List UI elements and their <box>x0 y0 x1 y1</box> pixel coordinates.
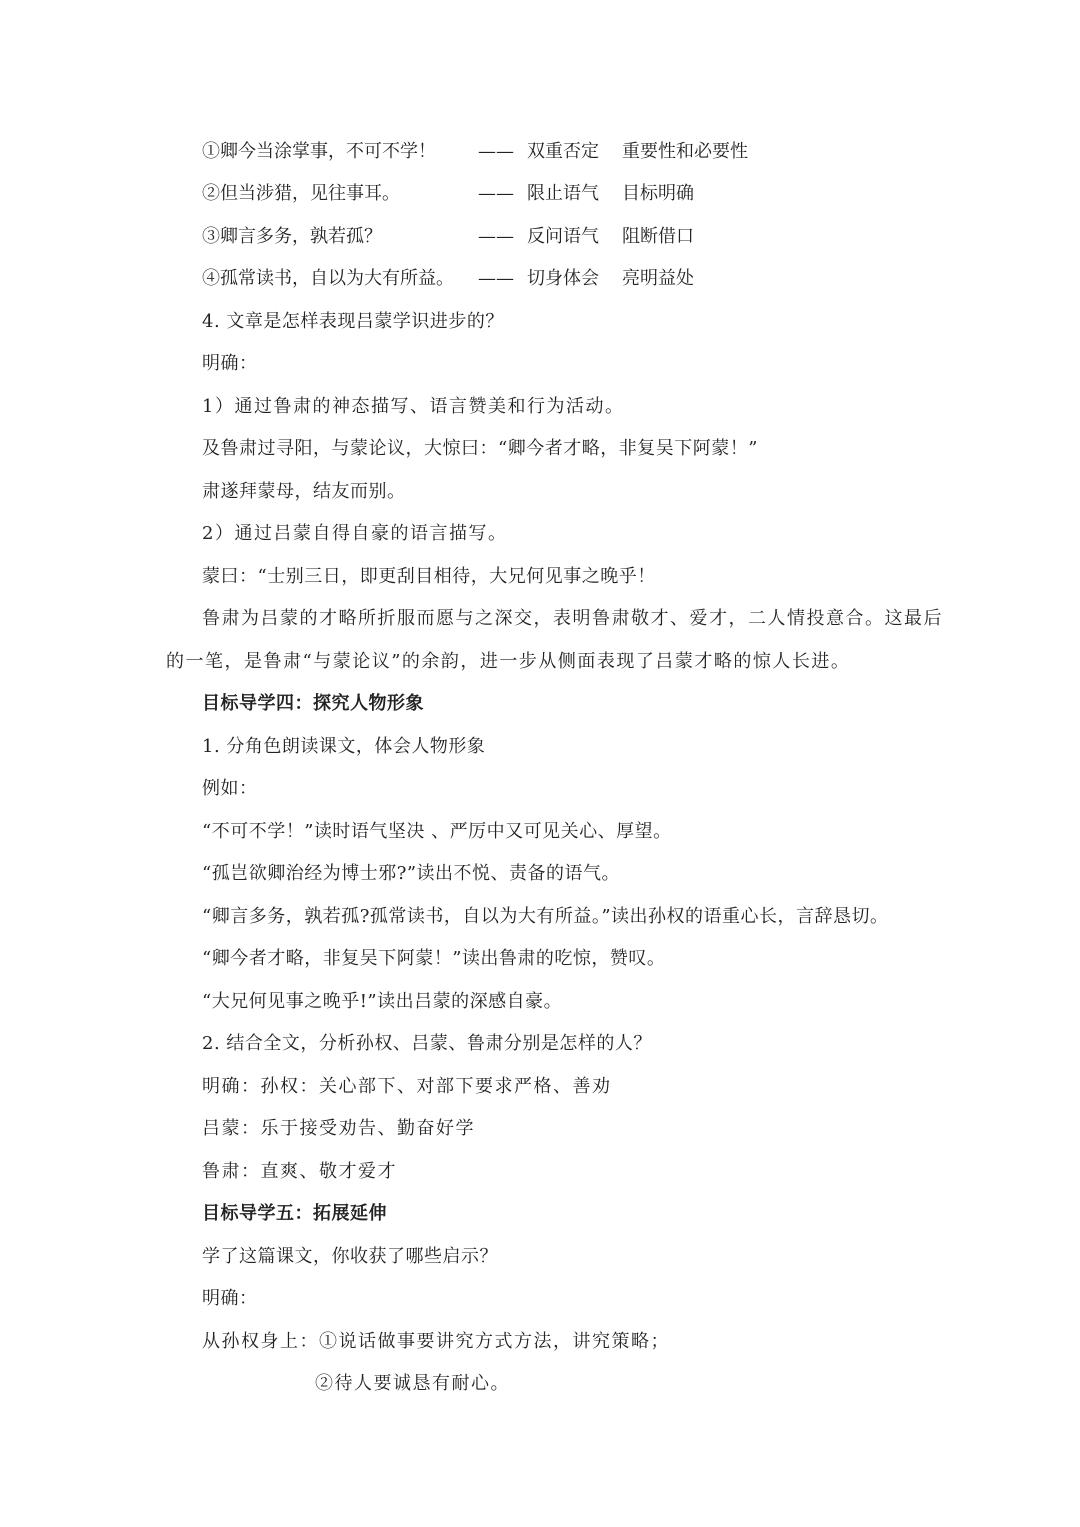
answer-label: 明确： <box>202 353 258 374</box>
row-sentence: ②但当涉猎，见往事耳。 <box>202 183 400 204</box>
answer-sunquan: 明确：孙权：关心部下、对部下要求严格、善劝 <box>202 1076 612 1097</box>
row-device: 限止语气 <box>527 183 599 204</box>
example-5: “大兄何见事之晚乎!”读出吕蒙的深感自豪。 <box>202 991 563 1012</box>
row-dash: —— <box>478 268 514 289</box>
section-heading-5: 目标导学五：拓展延伸 <box>202 1203 387 1224</box>
row-sentence: ④孤常读书，自以为大有所益。 <box>202 268 454 289</box>
insight-sunquan-1: 从孙权身上：①说话做事要讲究方式方法，讲究策略； <box>202 1331 670 1352</box>
row-sentence: ③卿言多务，孰若孤？ <box>202 226 382 247</box>
row-device: 双重否定 <box>527 141 599 162</box>
point-2: 2）通过吕蒙自得自豪的语言描写。 <box>202 523 508 544</box>
row-effect: 阻断借口 <box>622 226 694 247</box>
question-5: 学了这篇课文，你收获了哪些启示？ <box>202 1246 498 1267</box>
example-3: “卿言多务，孰若孤?孤常读书，自以为大有所益。”读出孙权的语重心长，言辞恳切。 <box>202 906 889 927</box>
row-dash: —— <box>478 183 514 204</box>
row-effect: 重要性和必要性 <box>622 141 748 162</box>
row-device: 切身体会 <box>527 268 599 289</box>
answer-label-2: 明确： <box>202 1288 258 1309</box>
example-4: “卿今者才略，非复吴下阿蒙！”读出鲁肃的吃惊，赞叹。 <box>202 948 666 969</box>
point-1: 1）通过鲁肃的神态描写、语言赞美和行为活动。 <box>202 396 625 417</box>
quote-2: 肃遂拜蒙母，结友而别。 <box>202 481 406 502</box>
task-1: 1. 分角色朗读课文，体会人物形象 <box>202 736 486 757</box>
insight-sunquan-2: ②待人要诚恳有耐心。 <box>315 1373 510 1394</box>
example-1: “不可不学！”读时语气坚决 、严厉中又可见关心、厚望。 <box>202 821 672 842</box>
row-dash: —— <box>478 141 514 162</box>
example-label: 例如： <box>202 778 258 799</box>
question-4: 4. 文章是怎样表现吕蒙学识进步的？ <box>202 311 504 332</box>
row-sentence: ①卿今当涂掌事，不可不学！ <box>202 141 436 162</box>
quote-3: 蒙曰：“士别三日，即更刮目相待，大兄何见事之晚乎！ <box>202 566 656 587</box>
answer-lusu: 鲁肃：直爽、敬才爱才 <box>202 1161 397 1182</box>
row-device: 反问语气 <box>527 226 599 247</box>
quote-1: 及鲁肃过寻阳，与蒙论议，大惊曰：“卿今者才略，非复吴下阿蒙！” <box>202 438 758 459</box>
answer-lvmeng: 吕蒙：乐于接受劝告、勤奋好学 <box>202 1118 475 1139</box>
row-effect: 亮明益处 <box>622 268 694 289</box>
paragraph-line-2: 的一笔，是鲁肃“与蒙论议”的余韵，进一步从侧面表现了吕蒙才略的惊人长进。 <box>166 651 851 672</box>
row-effect: 目标明确 <box>622 183 694 204</box>
section-heading-4: 目标导学四：探究人物形象 <box>202 693 424 714</box>
row-dash: —— <box>478 226 514 247</box>
task-2: 2. 结合全文，分析孙权、吕蒙、鲁肃分别是怎样的人？ <box>202 1033 652 1054</box>
paragraph-line-1: 鲁肃为吕蒙的才略所折服而愿与之深交，表明鲁肃敬才、爱才，二人情投意合。这最后 <box>202 608 943 629</box>
example-2: “孤岂欲卿治经为博士邪?”读出不悦、责备的语气。 <box>202 863 621 884</box>
